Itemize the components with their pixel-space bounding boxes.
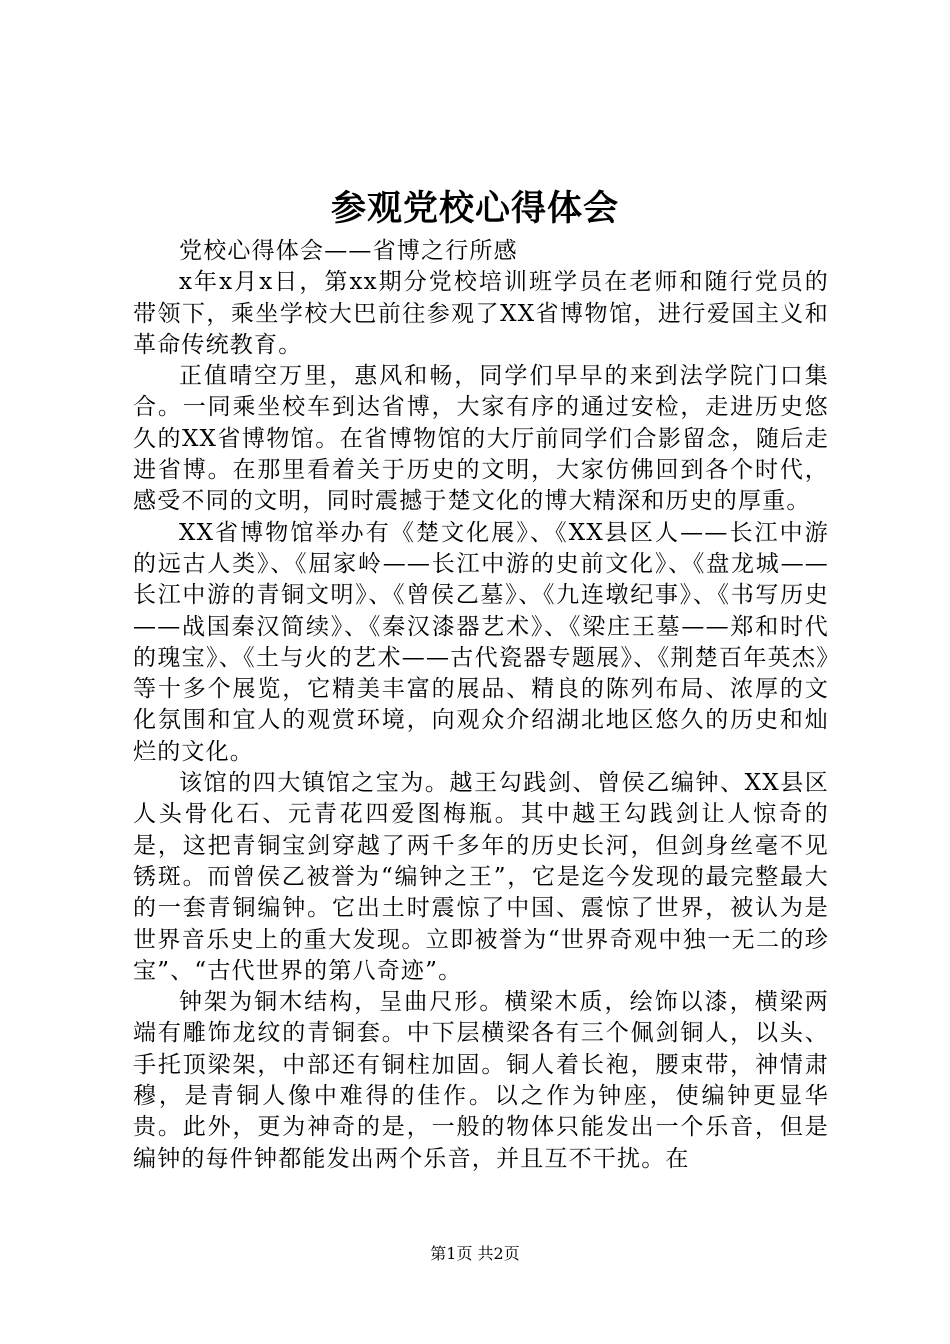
page-number-footer: 第1页 共2页 xyxy=(430,1244,520,1263)
document-body xyxy=(133,236,829,1175)
paragraph: 正值晴空万里，惠风和畅，同学们早早的来到法学院门口集合。一同乘坐校车到达省博，大家有序的通过安检，走进历史悠久的XX省博物馆。在省博物馆的大厅前同学们合影留念，随后走进省博。在那里看着关于历史的文明，大家仿佛回到各个时代，感受不同的文明，同时震撼于楚文化的博大精深和历史的厚重。 xyxy=(133,363,829,515)
paragraph-subtitle: 党校心得体会——省博之行所感 xyxy=(179,238,518,264)
paragraph: x年x月x日，第xx期分党校培训班学员在老师和随行党员的带领下，乘坐学校大巴前往参观了XX省博物馆，进行爱国主义和革命传统教育。 xyxy=(133,269,829,358)
page-title: 参观党校心得体会 xyxy=(330,188,619,229)
paragraph: XX省博物馆举办有《楚文化展》、《XX县区人——长江中游的远古人类》、《屈家岭——长江中游的史前文化》、《盘龙城——长江中游的青铜文明》、《曾侯乙墓》、《九连墩纪事》、《书写历史——战国秦汉简续》、《秦汉漆器艺术》、《梁庄王墓——郑和时代的瑰宝》、《土与火的艺术——古代瓷器专题展》、《荆楚百年英杰》等十多个展览，它精美丰富的展品、精良的陈列布局、浓厚的文化氛围和宜人的观赏环境，向观众介绍湖北地区悠久的历史和灿烂的文化。 xyxy=(133,519,829,765)
paragraph: 钟架为铜木结构，呈曲尺形。横梁木质，绘饰以漆，横梁两端有雕饰龙纹的青铜套。中下层横梁各有三个佩剑铜人，以头、手托顶梁架，中部还有铜柱加固。铜人着长袍，腰束带，神情肃穆，是青铜人像中难得的佳作。以之作为钟座，使编钟更显华贵。此外，更为神奇的是，一般的物体只能发出一个乐音，但是编钟的每件钟都能发出两个乐音，并且互不干扰。在 xyxy=(133,989,829,1172)
paragraph: 该馆的四大镇馆之宝为。越王勾践剑、曾侯乙编钟、XX县区人头骨化石、元青花四爱图梅瓶。其中越王勾践剑让人惊奇的是，这把青铜宝剑穿越了两千多年的历史长河，但剑身丝毫不见锈斑。而曾侯乙被誉为“编钟之王”，它是迄今发现的最完整最大的一套青铜编钟。它出土时震惊了中国、震惊了世界，被认为是世界音乐史上的重大发现。立即被誉为“世界奇观中独一无二的珍宝”、“古代世界的第八奇迹”。 xyxy=(133,770,829,984)
